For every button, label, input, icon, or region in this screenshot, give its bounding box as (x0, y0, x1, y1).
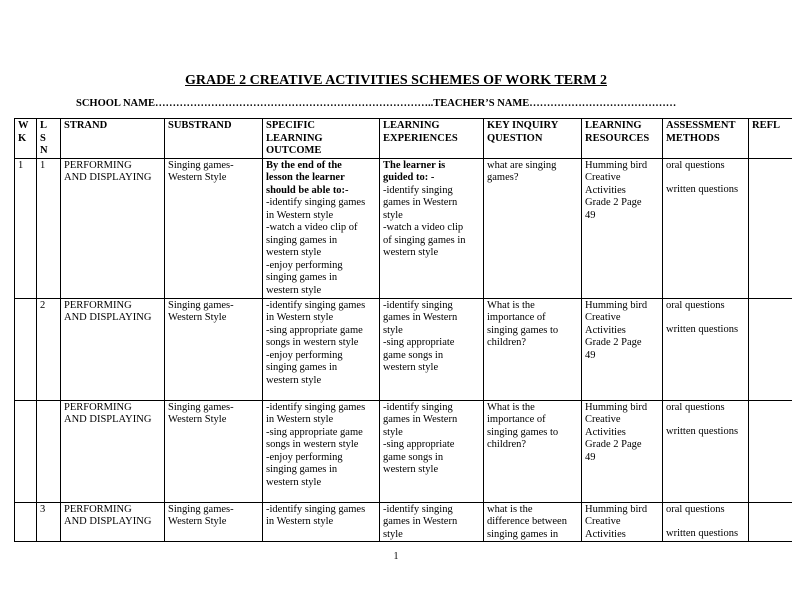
cell-substrand: Singing games- Western Style (165, 158, 263, 298)
experiences-text: -identify singing games in Western style -watch a video clip of singing games in western style (383, 184, 466, 258)
table-row (15, 400, 792, 502)
outcome-intro: By the end of the lesson the learner should be able to:- (266, 159, 349, 196)
cell-reflection (749, 298, 792, 400)
cell-week: 1 (15, 158, 37, 298)
assessment-oral: oral questions (666, 299, 725, 311)
cell-learning-experiences: -identify singing games in Western style -sing appropriate game songs in western style (380, 400, 484, 502)
document-title: GRADE 2 CREATIVE ACTIVITIES SCHEMES OF WORK TERM 2 (185, 73, 607, 88)
header-learning-outcome: SPECIFIC LEARNING OUTCOME (263, 119, 380, 159)
cell-week (15, 502, 37, 542)
header-assessment-methods: ASSESSMENT METHODS (663, 119, 749, 159)
cell-substrand: Singing games- Western Style (165, 298, 263, 400)
cell-learning-outcome: -identify singing games in Western style -sing appropriate game songs in western style -enjoy performing singing games in western style (263, 400, 380, 502)
cell-key-inquiry-question: what are singing games? (484, 158, 582, 298)
cell-strand: PERFORMING AND DISPLAYING (61, 400, 165, 502)
header-week: W K (15, 119, 37, 159)
assessment-written: written questions (666, 184, 739, 195)
cell-learning-resources: Humming bird Creative Activities Grade 2 Page 49 (582, 400, 663, 502)
assessment-written: written questions (666, 324, 739, 335)
assessment-written: written questions (666, 528, 739, 539)
assessment-oral: oral questions (666, 159, 725, 171)
header-row (15, 119, 792, 159)
cell-assessment-methods (663, 400, 749, 502)
cell-lesson: 1 (37, 158, 61, 298)
cell-reflection (749, 158, 792, 298)
cell-strand: PERFORMING AND DISPLAYING (61, 502, 165, 542)
cell-week (15, 400, 37, 502)
cell-strand: PERFORMING AND DISPLAYING (61, 158, 165, 298)
cell-key-inquiry-question: What is the importance of singing games to children? (484, 298, 582, 400)
assessment-oral: oral questions (666, 401, 725, 413)
header-learning-resources: LEARNING RESOURCES (582, 119, 663, 159)
cell-lesson: 2 (37, 298, 61, 400)
cell-lesson: 3 (37, 502, 61, 542)
cell-assessment-methods (663, 298, 749, 400)
cell-key-inquiry-question: What is the importance of singing games to children? (484, 400, 582, 502)
cell-learning-outcome: -identify singing games in Western style (263, 502, 380, 542)
outcome-text: -identify singing games in Western style -watch a video clip of singing games in western style -enjoy performing singing games in western style (266, 197, 366, 296)
cell-substrand: Singing games- Western Style (165, 502, 263, 542)
cell-learning-resources: Humming bird Creative Activities Grade 2 Page 49 (582, 298, 663, 400)
scheme-of-work-table (14, 118, 792, 542)
cell-learning-outcome (263, 158, 380, 298)
cell-strand: PERFORMING AND DISPLAYING (61, 298, 165, 400)
header-learning-experiences: LEARNING EXPERIENCES (380, 119, 484, 159)
cell-reflection (749, 502, 792, 542)
cell-learning-experiences: -identify singing games in Western style (380, 502, 484, 542)
header-substrand: SUBSTRAND (165, 119, 263, 159)
cell-assessment-methods (663, 502, 749, 542)
school-teacher-name-line: SCHOOL NAME……………………………………………………………………..TEACHER’S NAME…………………………………… (76, 98, 677, 109)
experiences-intro: The learner is guided to: - (383, 159, 446, 183)
cell-lesson (37, 400, 61, 502)
table-row (15, 158, 792, 298)
page-number: 1 (393, 551, 399, 562)
cell-learning-resources: Humming bird Creative Activities (582, 502, 663, 542)
cell-learning-experiences (380, 158, 484, 298)
assessment-oral: oral questions (666, 503, 725, 515)
cell-learning-experiences: -identify singing games in Western style -sing appropriate game songs in western style (380, 298, 484, 400)
cell-week (15, 298, 37, 400)
table-row (15, 502, 792, 542)
cell-reflection (749, 400, 792, 502)
cell-key-inquiry-question: what is the difference between singing games in (484, 502, 582, 542)
header-strand: STRAND (61, 119, 165, 159)
cell-learning-outcome: -identify singing games in Western style -sing appropriate game songs in western style -enjoy performing singing games in western style (263, 298, 380, 400)
cell-learning-resources: Humming bird Creative Activities Grade 2 Page 49 (582, 158, 663, 298)
header-reflection: REFL (749, 119, 792, 159)
cell-substrand: Singing games- Western Style (165, 400, 263, 502)
table-row (15, 298, 792, 400)
header-lesson: L S N (37, 119, 61, 159)
assessment-written: written questions (666, 426, 739, 437)
cell-assessment-methods (663, 158, 749, 298)
header-key-inquiry-question: KEY INQUIRY QUESTION (484, 119, 582, 159)
